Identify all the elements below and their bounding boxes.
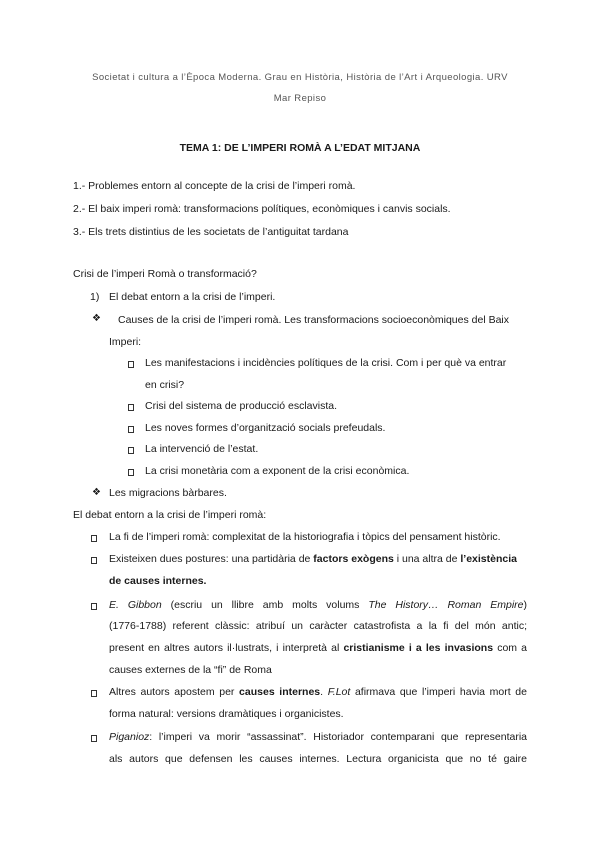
- square-box-icon: [91, 535, 97, 542]
- square-box-icon: [128, 469, 134, 476]
- square-box-icon: [91, 735, 97, 742]
- causes-line-2: Imperi:: [109, 336, 142, 348]
- square-box-icon: [128, 404, 134, 411]
- square-box-icon: [128, 361, 134, 368]
- sub-item-1-line-1: Les manifestacions i incidències polítiques de la crisi. Com i per què va entrar: [145, 357, 507, 369]
- bullet-3-line-4: causes externes de la “fi” de Roma: [109, 664, 272, 676]
- section2-heading: El debat entorn a la crisi de l’imperi romà:: [73, 509, 267, 521]
- bullet-2-line-1: Existeixen dues postures: una partidària de factors exògens i una altra de l’existència: [109, 553, 517, 565]
- bullet-4-line-1: Altres autors apostem per causes internes. F.Lot afirmava que l’imperi havia mort de: [109, 686, 527, 698]
- item1-text: El debat entorn a la crisi de l’imperi.: [109, 291, 276, 303]
- bullet-5-line-2: als autors que defensen les causes internes. Lectura organicista que no té gaire: [109, 753, 527, 765]
- outline-item-1: 1.- Problemes entorn al concepte de la crisi de l’imperi romà.: [73, 180, 356, 192]
- diamond-bullet-icon: ❖: [92, 313, 101, 324]
- sub-item-4: La intervenció de l’estat.: [145, 443, 259, 455]
- sub-item-1-line-2: en crisi?: [145, 379, 185, 391]
- bullet-2-line-2: de causes internes.: [109, 575, 207, 587]
- item1-number: 1): [90, 291, 100, 303]
- causes-line-1: Causes de la crisi de l’imperi romà. Les transformacions socioeconòmiques del Baix: [118, 314, 510, 326]
- sub-item-3: Les noves formes d’organització socials prefeudals.: [145, 422, 386, 434]
- outline-item-3: 3.- Els trets distintius de les societats de l’antiguitat tardana: [73, 226, 349, 238]
- bullet-4-line-2: forma natural: versions dramàtiques i organicistes.: [109, 708, 344, 720]
- section1-heading: Crisi de l’imperi Romà o transformació?: [73, 268, 257, 280]
- square-box-icon: [91, 603, 97, 610]
- bullet-3-line-1: E. Gibbon (escriu un llibre amb molts volums The History… Roman Empire): [109, 599, 527, 611]
- author-name: Mar Repiso: [273, 93, 327, 104]
- course-header: Societat i cultura a l’Època Moderna. Grau en Història, Història de l’Art i Arqueologia. URV: [92, 72, 508, 83]
- bullet-1: La fi de l’imperi romà: complexitat de la historiografia i tòpics del pensament històric.: [109, 531, 501, 543]
- square-box-icon: [91, 557, 97, 564]
- square-box-icon: [128, 447, 134, 454]
- bullet-3-line-2: (1776-1788) referent clàssic: atribuí un caràcter catastrofista a la fi del món antic;: [109, 620, 527, 632]
- migrations-item: Les migracions bàrbares.: [109, 487, 227, 499]
- bullet-5-line-1: Piganioz: l’imperi va morir “assassinat”. Historiador contemparani que representaria: [109, 731, 527, 743]
- outline-item-2: 2.- El baix imperi romà: transformacions polítiques, econòmiques i canvis socials.: [73, 203, 451, 215]
- bullet-3-line-3: present en altres autors il·lustrats, i interpretà al cristianisme i a les invasions com a: [109, 642, 527, 654]
- square-box-icon: [91, 690, 97, 697]
- square-box-icon: [128, 426, 134, 433]
- diamond-bullet-icon: ❖: [92, 487, 101, 498]
- sub-item-5: La crisi monetària com a exponent de la crisi econòmica.: [145, 465, 410, 477]
- sub-item-2: Crisi del sistema de producció esclavista.: [145, 400, 337, 412]
- page-title: TEMA 1: DE L’IMPERI ROMÀ A L’EDAT MITJANA: [179, 142, 421, 154]
